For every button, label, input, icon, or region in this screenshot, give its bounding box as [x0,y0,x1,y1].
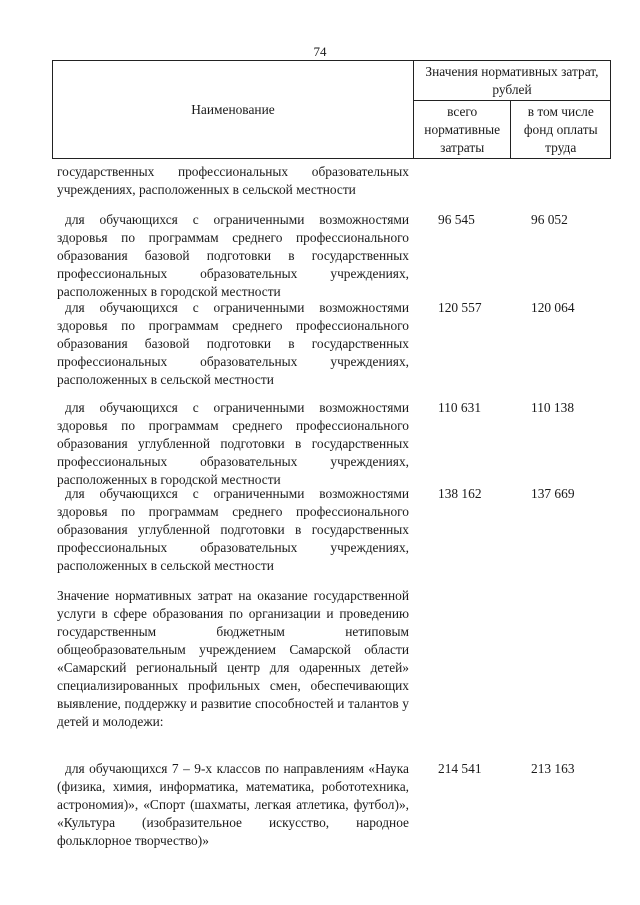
header-total: всего нормативные затраты [413,101,511,159]
table-cell-fund: 96 052 [531,212,568,227]
table-cell-fund: 213 163 [531,761,575,776]
table-cell-fund: 137 669 [531,486,575,501]
header-name: Наименование [53,61,414,159]
table-row-name: государственных профессиональных образовательных учреждениях, расположенных в сельской местности [57,164,409,197]
header-values-group: Значения нормативных затрат, рублей [413,61,610,101]
table-cell-fund: 120 064 [531,300,575,315]
table-row-name: для обучающихся с ограниченными возможностями здоровья по программам среднего профессионального образования углубленной подготовки в государственных профессиональных образовательных учреждениях, расположенных в городской местности [57,400,409,487]
section-heading: Значение нормативных затрат на оказание государственной услуги в сфере образования по организации и проведению государственным бюджетным нетиповым общеобразовательным учреждением Самарской области «Самарский региональный центр для одаренных детей» специализированных профильных смен, обеспечивающих выявление, поддержку и развитие способностей и талантов у детей и молодежи: [57,588,409,729]
header-fund: в том числе фонд оплаты труда [511,101,611,159]
table-cell-total: 110 631 [438,400,482,415]
table-cell-fund: 110 138 [531,400,575,415]
table-row-name: для обучающихся 7 – 9-х классов по направлениям «Наука (физика, химия, информатика, математика, робототехника, астрономия)», «Спорт (шахматы, легкая атлетика, футбол)», «Культура (изобразительное искусство, народное фольклорное творчество)» [57,761,409,848]
table-row-name: для обучающихся с ограниченными возможностями здоровья по программам среднего профессионального образования базовой подготовки в государственных профессиональных образовательных учреждениях, расположенных в сельской местности [57,300,409,387]
page-number: 74 [313,44,327,59]
table-cell-total: 214 541 [438,761,482,776]
table-row-name: для обучающихся с ограниченными возможностями здоровья по программам среднего профессионального образования углубленной подготовки в государственных профессиональных образовательных учреждениях, расположенных в сельской местности [57,486,409,573]
table-cell-total: 96 545 [438,212,475,227]
table-cell-total: 120 557 [438,300,482,315]
table-cell-total: 138 162 [438,486,482,501]
table-row-name: для обучающихся с ограниченными возможностями здоровья по программам среднего профессионального образования базовой подготовки в государственных профессиональных образовательных учреждениях, расположенных в городской местности [57,212,409,299]
